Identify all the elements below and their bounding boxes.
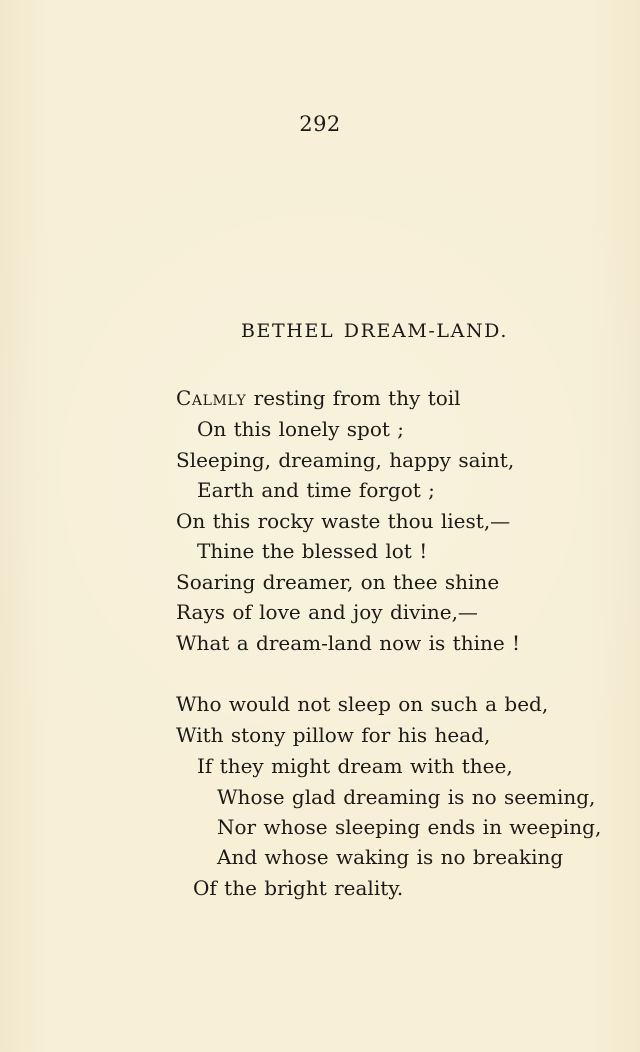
poem-line: With stony pillow for his head, — [176, 723, 491, 747]
poem-line: If they might dream with thee, — [197, 754, 513, 778]
poem-line: On this lonely spot ; — [197, 417, 405, 441]
poem-line: On this rocky waste thou liest,— — [176, 509, 511, 533]
poem-line: And whose waking is no breaking — [217, 845, 564, 869]
poem-title: BETHEL DREAM-LAND. — [241, 320, 508, 342]
poem-line — [176, 386, 461, 410]
poem-line-rest: resting from thy toil — [246, 386, 461, 410]
poem-line: What a dream-land now is thine ! — [176, 631, 521, 655]
poem-line: Whose glad dreaming is no seeming, — [217, 785, 596, 809]
poem-line: Earth and time forgot ; — [197, 478, 435, 502]
poem-line: Sleeping, dreaming, happy saint, — [176, 448, 515, 472]
poem-line: Soaring dreamer, on thee shine — [176, 570, 500, 594]
poem-line: Nor whose sleeping ends in weeping, — [217, 815, 602, 839]
poem-line-lead: Calmly — [176, 386, 247, 410]
page-number: 292 — [299, 112, 341, 136]
poem-line: Thine the blessed lot ! — [197, 539, 428, 563]
poem-line: Who would not sleep on such a bed, — [176, 692, 549, 716]
poem-line: Of the bright reality. — [193, 876, 404, 900]
poem-line: Rays of love and joy divine,— — [176, 600, 478, 624]
